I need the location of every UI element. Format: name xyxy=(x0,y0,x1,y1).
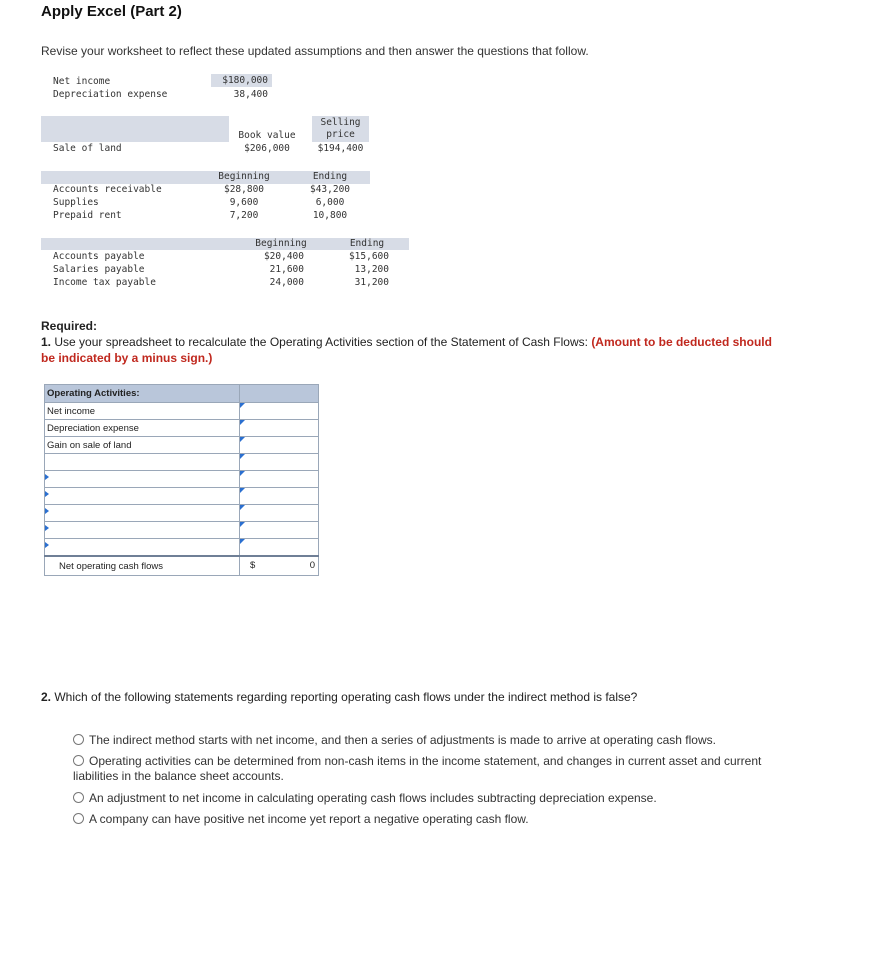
depreciation-label: Depreciation expense xyxy=(53,89,168,100)
assets-beginning-header: Beginning xyxy=(218,171,270,182)
q2-text xyxy=(41,690,637,704)
adjustment-value-input[interactable] xyxy=(240,454,319,471)
selling-price-header xyxy=(312,117,369,141)
liability-ending: 31,200 xyxy=(354,277,389,288)
q2-number: 2. xyxy=(41,690,52,704)
asset-label: Supplies xyxy=(53,197,99,208)
adjustment-value-input[interactable] xyxy=(240,488,319,505)
dropdown-marker-icon xyxy=(45,508,49,514)
total-value: 0 xyxy=(309,560,315,571)
adjustment-label-input[interactable] xyxy=(45,471,240,488)
radio-button-icon[interactable] xyxy=(73,734,84,745)
q1-number: 1. xyxy=(41,335,52,349)
required-heading: Required: xyxy=(41,319,98,333)
operating-header: Operating Activities: xyxy=(45,385,240,403)
selling-price-header-line1: Selling xyxy=(320,117,361,128)
net-income-value: $180,000 xyxy=(211,74,272,87)
q2-option[interactable] xyxy=(73,791,773,806)
book-value-header: Book value xyxy=(238,130,296,141)
liability-label: Salaries payable xyxy=(53,264,145,275)
adjustment-label-input[interactable] xyxy=(45,522,240,539)
asset-label: Accounts receivable xyxy=(53,184,162,195)
adjustment-value-input[interactable] xyxy=(240,522,319,539)
operating-activities-table xyxy=(44,384,319,576)
liability-label: Income tax payable xyxy=(53,277,156,288)
input-marker-icon xyxy=(240,420,245,425)
q2-option-text: Operating activities can be determined from non-cash items in the income statement, and changes in current asset and current liabilities in the balance sheet accounts. xyxy=(73,754,762,783)
input-marker-icon xyxy=(240,539,245,544)
asset-beginning: 9,600 xyxy=(229,197,259,208)
q1-note: (Amount to be deducted should be indicated by a minus sign.) xyxy=(41,335,772,365)
required-section xyxy=(41,318,781,366)
asset-beginning: 7,200 xyxy=(229,210,259,221)
depreciation-input[interactable] xyxy=(240,420,319,437)
net-income-label: Net income xyxy=(53,76,111,87)
net-income-row-label: Net income xyxy=(45,403,240,420)
assets-ending-header: Ending xyxy=(312,171,348,182)
liability-ending: 13,200 xyxy=(354,264,389,275)
dropdown-marker-icon xyxy=(45,491,49,497)
adjustment-value-input[interactable] xyxy=(240,539,319,557)
q2-option[interactable] xyxy=(73,733,773,748)
input-marker-icon xyxy=(240,454,245,459)
page-title: Apply Excel (Part 2) xyxy=(41,3,182,20)
q2-option-text: The indirect method starts with net income, and then a series of adjustments is made to arrive at operating cash flows. xyxy=(89,733,716,747)
q2-option[interactable] xyxy=(73,812,773,827)
gain-on-sale-input[interactable] xyxy=(240,437,319,454)
radio-button-icon[interactable] xyxy=(73,792,84,803)
liability-ending: $15,600 xyxy=(348,251,389,262)
land-selling-price: $194,400 xyxy=(317,143,364,154)
currency-symbol: $ xyxy=(250,560,256,571)
dropdown-marker-icon xyxy=(45,474,49,480)
q2-question: Which of the following statements regarding reporting operating cash flows under the indirect method is false? xyxy=(54,690,638,704)
depreciation-value: 38,400 xyxy=(233,89,268,100)
net-operating-cash-flows-label: Net operating cash flows xyxy=(45,556,240,576)
input-marker-icon xyxy=(240,522,245,527)
adjustment-value-input[interactable] xyxy=(240,505,319,522)
sale-of-land-label: Sale of land xyxy=(53,143,122,154)
q2-option[interactable] xyxy=(73,754,763,784)
liability-label: Accounts payable xyxy=(53,251,145,262)
net-operating-cash-flows-value xyxy=(240,556,319,576)
input-marker-icon xyxy=(240,437,245,442)
radio-button-icon[interactable] xyxy=(73,813,84,824)
q1-text: Use your spreadsheet to recalculate the Operating Activities section of the Statement of Cash Flows: xyxy=(54,335,588,349)
selling-price-header-line2: price xyxy=(326,129,355,140)
input-marker-icon xyxy=(240,505,245,510)
asset-beginning: $28,800 xyxy=(223,184,265,195)
adjustment-value-input[interactable] xyxy=(240,471,319,488)
adjustment-label-input[interactable] xyxy=(45,454,240,471)
intro-text: Revise your worksheet to reflect these updated assumptions and then answer the questions that follow. xyxy=(41,44,589,58)
liability-beginning: 24,000 xyxy=(269,277,304,288)
liability-beginning: $20,400 xyxy=(263,251,304,262)
operating-header-value xyxy=(240,385,319,403)
asset-label: Prepaid rent xyxy=(53,210,122,221)
input-marker-icon xyxy=(240,488,245,493)
asset-ending: 10,800 xyxy=(312,210,348,221)
land-header-band xyxy=(41,116,229,142)
depreciation-row-label: Depreciation expense xyxy=(45,420,240,437)
liabilities-ending-header: Ending xyxy=(349,238,385,249)
asset-ending: 6,000 xyxy=(315,197,345,208)
liability-beginning: 21,600 xyxy=(269,264,304,275)
land-book-value: $206,000 xyxy=(244,143,290,154)
dropdown-marker-icon xyxy=(45,542,49,548)
adjustment-label-input[interactable] xyxy=(45,539,240,557)
adjustment-label-input[interactable] xyxy=(45,488,240,505)
input-marker-icon xyxy=(240,403,245,408)
dropdown-marker-icon xyxy=(45,525,49,531)
gain-on-sale-row-label: Gain on sale of land xyxy=(45,437,240,454)
q2-option-text: An adjustment to net income in calculating operating cash flows includes subtracting depreciation expense. xyxy=(89,791,657,805)
input-marker-icon xyxy=(240,471,245,476)
radio-button-icon[interactable] xyxy=(73,755,84,766)
q2-option-text: A company can have positive net income yet report a negative operating cash flow. xyxy=(89,812,529,826)
net-income-input[interactable] xyxy=(240,403,319,420)
liabilities-beginning-header: Beginning xyxy=(255,238,307,249)
asset-ending: $43,200 xyxy=(309,184,351,195)
adjustment-label-input[interactable] xyxy=(45,505,240,522)
